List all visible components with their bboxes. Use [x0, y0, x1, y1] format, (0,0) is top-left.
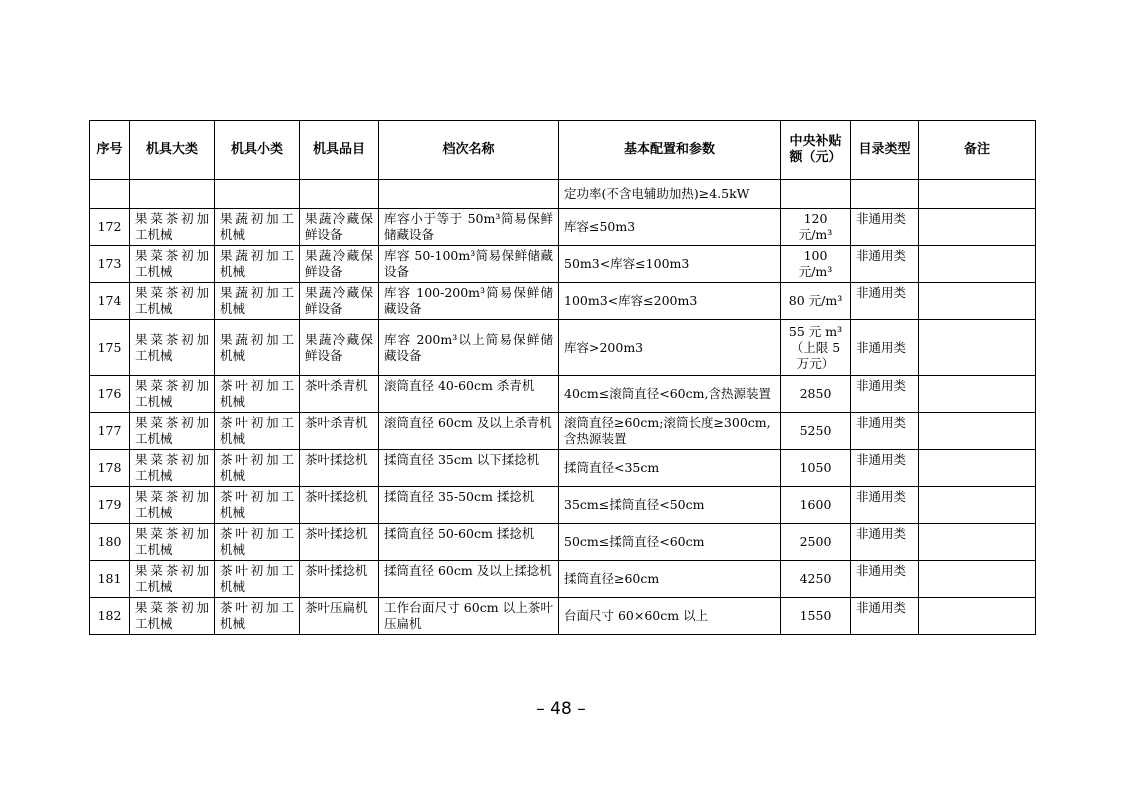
- subsidy-table: [89, 120, 1036, 635]
- cell-note: [919, 487, 1036, 524]
- table-row: [90, 376, 1036, 413]
- continuation-row: [90, 180, 1036, 209]
- table-header-row: [90, 121, 1036, 180]
- table-row: [90, 209, 1036, 246]
- cell-item-text: 茶叶揉捻机: [305, 452, 368, 467]
- cell-grade-text: 库容 100-200m³简易保鲜储藏设备: [384, 285, 553, 316]
- cell-category-text: 果菜茶初加工机械: [135, 526, 209, 557]
- cell-no-text: 179: [97, 497, 122, 512]
- cell-config-text: 滚筒直径≥60cm;滚筒长度≥300cm,含热源装置: [564, 415, 771, 446]
- cell-config: [559, 598, 781, 635]
- cell: [215, 180, 300, 209]
- cell-grade-text: 揉筒直径 60cm 及以上揉捻机: [384, 563, 552, 578]
- cell-type: [851, 376, 919, 413]
- cell: [851, 180, 919, 209]
- cell-type: [851, 283, 919, 320]
- cell-grade: [379, 561, 559, 598]
- cell-grade-text: 库容小于等于 50m³简易保鲜储藏设备: [384, 211, 553, 242]
- table-row: [90, 561, 1036, 598]
- cell-note: [919, 561, 1036, 598]
- cell-subcategory-text: 茶叶初加工机械: [220, 378, 294, 409]
- cell-subsidy-text: 2500: [799, 534, 832, 549]
- table-row: [90, 598, 1036, 635]
- cell-subcategory-text: 茶叶初加工机械: [220, 452, 294, 483]
- cell-grade-text: 滚筒直径 60cm 及以上杀青机: [384, 415, 552, 430]
- cell-no: [90, 320, 130, 376]
- cell-grade: [379, 524, 559, 561]
- cell-note: [919, 413, 1036, 450]
- cell-subsidy-text: 1050: [799, 460, 832, 475]
- cell-subsidy-text: 1600: [799, 497, 832, 512]
- cell-category-text: 果菜茶初加工机械: [135, 415, 209, 446]
- cell-grade: [379, 209, 559, 246]
- cell-config: [559, 450, 781, 487]
- cell-subcategory: [215, 283, 300, 320]
- cell-config: [559, 209, 781, 246]
- cell-config: [559, 561, 781, 598]
- cell-config: [559, 320, 781, 376]
- cell-subcategory: [215, 598, 300, 635]
- cell-config-text: 库容≤50m3: [564, 219, 636, 234]
- cell-category-text: 果菜茶初加工机械: [135, 211, 209, 242]
- cell-type: [851, 320, 919, 376]
- cell-item: [300, 376, 379, 413]
- cell-subcategory: [215, 320, 300, 376]
- cell-subcategory-text: 茶叶初加工机械: [220, 489, 294, 520]
- cell-item: [300, 209, 379, 246]
- cell-config-text: 40cm≤滚筒直径<60cm,含热源装置: [564, 386, 771, 401]
- cell: [379, 180, 559, 209]
- cell-category: [130, 320, 215, 376]
- cell-subsidy: [781, 524, 851, 561]
- cell-subcategory: [215, 450, 300, 487]
- cell-type: [851, 487, 919, 524]
- header-type: 目录类型: [851, 121, 919, 180]
- cell: [300, 180, 379, 209]
- cell-type-text: 非通用类: [856, 489, 907, 504]
- cell-category: [130, 561, 215, 598]
- header-category: 机具大类: [130, 121, 215, 180]
- table-row: [90, 450, 1036, 487]
- cell-subcategory-text: 茶叶初加工机械: [220, 600, 294, 631]
- cell-category-text: 果菜茶初加工机械: [135, 452, 209, 483]
- cell-subcategory-text: 茶叶初加工机械: [220, 526, 294, 557]
- cell-type-text: 非通用类: [856, 526, 907, 541]
- cell-no: [90, 598, 130, 635]
- cell-grade: [379, 376, 559, 413]
- cell-note: [919, 450, 1036, 487]
- cell-subsidy-text: 120 元/m³: [798, 211, 833, 242]
- cell-subcategory: [215, 487, 300, 524]
- cell-subcategory-text: 果蔬初加工机械: [220, 211, 294, 242]
- cell-config: [559, 413, 781, 450]
- cell-item: [300, 598, 379, 635]
- cell-note: [919, 598, 1036, 635]
- cell-grade: [379, 450, 559, 487]
- cell-type: [851, 561, 919, 598]
- cell-note: [919, 283, 1036, 320]
- cell-no: [90, 246, 130, 283]
- cell-subsidy: [781, 598, 851, 635]
- cell-subcategory: [215, 376, 300, 413]
- cell-subsidy-text: 2850: [799, 386, 832, 401]
- cell-no-text: 180: [97, 534, 122, 549]
- cell-config: 定功率(不含电辅助加热)≥4.5kW: [559, 180, 781, 209]
- cell-config: [559, 283, 781, 320]
- cell-type: [851, 450, 919, 487]
- cell-category-text: 果菜茶初加工机械: [135, 489, 209, 520]
- cell-item-text: 茶叶杀青机: [305, 378, 368, 393]
- cell-no-text: 175: [97, 339, 122, 355]
- cell: [90, 180, 130, 209]
- cell-config: [559, 524, 781, 561]
- cell-subsidy-text: 5250: [799, 423, 832, 438]
- cell-category-text: 果菜茶初加工机械: [135, 600, 209, 631]
- cell-type-text: 非通用类: [856, 285, 907, 300]
- cell-category: [130, 524, 215, 561]
- cell-grade-text: 揉筒直径 35cm 以下揉捻机: [384, 452, 540, 467]
- table-row: [90, 246, 1036, 283]
- cell-item: [300, 320, 379, 376]
- cell-item-text: 茶叶压扁机: [305, 600, 368, 615]
- cell-subcategory: [215, 413, 300, 450]
- cell-subsidy-text: 4250: [799, 571, 832, 586]
- cell-subcategory: [215, 524, 300, 561]
- cell-subsidy-text: 55 元 m³（上限 5 万元）: [788, 323, 843, 371]
- cell-no: [90, 376, 130, 413]
- cell-item-text: 果蔬冷藏保鲜设备: [305, 285, 373, 316]
- cell-no-text: 174: [97, 293, 122, 308]
- table-row: [90, 320, 1036, 376]
- cell-item: [300, 246, 379, 283]
- cell-subsidy: [781, 561, 851, 598]
- cell-item-text: 茶叶揉捻机: [305, 489, 368, 504]
- cell-subsidy: [781, 283, 851, 320]
- cell: [919, 180, 1036, 209]
- cell-subcategory-text: 果蔬初加工机械: [220, 331, 294, 363]
- table-row: [90, 487, 1036, 524]
- cell-type-text: 非通用类: [856, 600, 907, 615]
- cell-subsidy: [781, 450, 851, 487]
- cell-subsidy: [781, 487, 851, 524]
- cell-category: [130, 413, 215, 450]
- cell-subsidy-text: 80 元/m³: [788, 293, 843, 308]
- cell-no: [90, 487, 130, 524]
- cell-no: [90, 561, 130, 598]
- header-item: 机具品目: [300, 121, 379, 180]
- cell-subsidy-text: 100 元/m³: [798, 248, 833, 279]
- cell-no-text: 182: [97, 608, 122, 623]
- cell-config: [559, 487, 781, 524]
- page-number: – 48 –: [536, 699, 586, 719]
- cell: [130, 180, 215, 209]
- cell-grade-text: 库容 200m³以上简易保鲜储藏设备: [384, 331, 553, 363]
- cell-type-text: 非通用类: [856, 211, 907, 226]
- cell-type: [851, 524, 919, 561]
- cell-subsidy: [781, 246, 851, 283]
- cell-subcategory: [215, 209, 300, 246]
- cell-note: [919, 524, 1036, 561]
- cell-note: [919, 246, 1036, 283]
- cell-grade: [379, 320, 559, 376]
- cell-config: [559, 246, 781, 283]
- cell-grade-text: 工作台面尺寸 60cm 以上茶叶压扁机: [384, 600, 553, 631]
- cell-type-text: 非通用类: [856, 452, 907, 467]
- cell-subsidy: [781, 209, 851, 246]
- cell-no-text: 176: [97, 386, 122, 401]
- cell-note: [919, 209, 1036, 246]
- cell-subcategory-text: 果蔬初加工机械: [220, 248, 294, 279]
- cell-item: [300, 283, 379, 320]
- cell-type-text: 非通用类: [856, 415, 907, 430]
- header-note: 备注: [919, 121, 1036, 180]
- cell-config-text: 50cm≤揉筒直径<60cm: [564, 534, 705, 549]
- cell-item-text: 茶叶揉捻机: [305, 526, 368, 541]
- cell-no: [90, 283, 130, 320]
- cell-item-text: 果蔬冷藏保鲜设备: [305, 211, 373, 242]
- cell-category: [130, 283, 215, 320]
- cell-config: [559, 376, 781, 413]
- cell-grade: [379, 487, 559, 524]
- cell-grade-text: 揉筒直径 50-60cm 揉捻机: [384, 526, 535, 541]
- cell-subcategory-text: 果蔬初加工机械: [220, 285, 294, 316]
- cell-grade: [379, 598, 559, 635]
- cell-item: [300, 487, 379, 524]
- cell-category: [130, 598, 215, 635]
- cell-item: [300, 450, 379, 487]
- header-no: 序号: [90, 121, 130, 180]
- cell-note: [919, 320, 1036, 376]
- cell-item-text: 果蔬冷藏保鲜设备: [305, 248, 373, 279]
- cell-subcategory: [215, 561, 300, 598]
- cell-item: [300, 524, 379, 561]
- cell-category: [130, 209, 215, 246]
- header-subcategory: 机具小类: [215, 121, 300, 180]
- cell-grade: [379, 413, 559, 450]
- cell-grade-text: 揉筒直径 35-50cm 揉捻机: [384, 489, 535, 504]
- cell: [781, 180, 851, 209]
- cell-type-text: 非通用类: [856, 563, 907, 578]
- table-row: [90, 413, 1036, 450]
- cell-no-text: 173: [97, 256, 122, 271]
- cell-type: [851, 246, 919, 283]
- cell-no-text: 172: [97, 219, 122, 234]
- cell-item: [300, 561, 379, 598]
- cell-type: [851, 413, 919, 450]
- cell-note: [919, 376, 1036, 413]
- header-config: 基本配置和参数: [559, 121, 781, 180]
- cell-no-text: 177: [97, 423, 122, 438]
- header-subsidy: 中央补贴额（元）: [781, 121, 851, 180]
- cell-subsidy: [781, 413, 851, 450]
- cell-type: [851, 598, 919, 635]
- cell-config-text: 35cm≤揉筒直径<50cm: [564, 497, 705, 512]
- header-grade: 档次名称: [379, 121, 559, 180]
- cell-category-text: 果菜茶初加工机械: [135, 331, 209, 363]
- cell-subcategory-text: 茶叶初加工机械: [220, 563, 294, 594]
- cell-grade-text: 滚筒直径 40-60cm 杀青机: [384, 378, 535, 393]
- cell-category: [130, 246, 215, 283]
- cell-category: [130, 376, 215, 413]
- cell-grade: [379, 283, 559, 320]
- cell-category-text: 果菜茶初加工机械: [135, 563, 209, 594]
- cell-subsidy-text: 1550: [799, 608, 832, 623]
- cell-item: [300, 413, 379, 450]
- cell-category-text: 果菜茶初加工机械: [135, 378, 209, 409]
- cell-category: [130, 487, 215, 524]
- cell-no: [90, 209, 130, 246]
- cell-type-text: 非通用类: [856, 339, 907, 355]
- cell-type: [851, 209, 919, 246]
- cell-category-text: 果菜茶初加工机械: [135, 248, 209, 279]
- cell-config-text: 50m3<库容≤100m3: [564, 256, 690, 271]
- cell-subcategory: [215, 246, 300, 283]
- cell-no: [90, 524, 130, 561]
- table-row: [90, 524, 1036, 561]
- cell-item-text: 茶叶揉捻机: [305, 563, 368, 578]
- cell-config-text: 台面尺寸 60×60cm 以上: [564, 608, 709, 623]
- cell-no: [90, 413, 130, 450]
- cell-type-text: 非通用类: [856, 378, 907, 393]
- cell-subsidy: [781, 376, 851, 413]
- cell-grade-text: 库容 50-100m³简易保鲜储藏设备: [384, 248, 553, 279]
- cell-subcategory-text: 茶叶初加工机械: [220, 415, 294, 446]
- cell-config-text: 揉筒直径<35cm: [564, 460, 660, 475]
- cell-type-text: 非通用类: [856, 248, 907, 263]
- cell-category: [130, 450, 215, 487]
- cell-no: [90, 450, 130, 487]
- cell-grade: [379, 246, 559, 283]
- table-row: [90, 283, 1036, 320]
- cell-item-text: 茶叶杀青机: [305, 415, 368, 430]
- cell-item-text: 果蔬冷藏保鲜设备: [305, 331, 373, 363]
- cell-config-text: 揉筒直径≥60cm: [564, 571, 660, 586]
- cell-no-text: 181: [97, 571, 122, 586]
- cell-no-text: 178: [97, 460, 122, 475]
- cell-config-text: 库容>200m3: [564, 339, 644, 355]
- cell-category-text: 果菜茶初加工机械: [135, 285, 209, 316]
- cell-config-text: 100m3<库容≤200m3: [564, 293, 698, 308]
- cell-subsidy: [781, 320, 851, 376]
